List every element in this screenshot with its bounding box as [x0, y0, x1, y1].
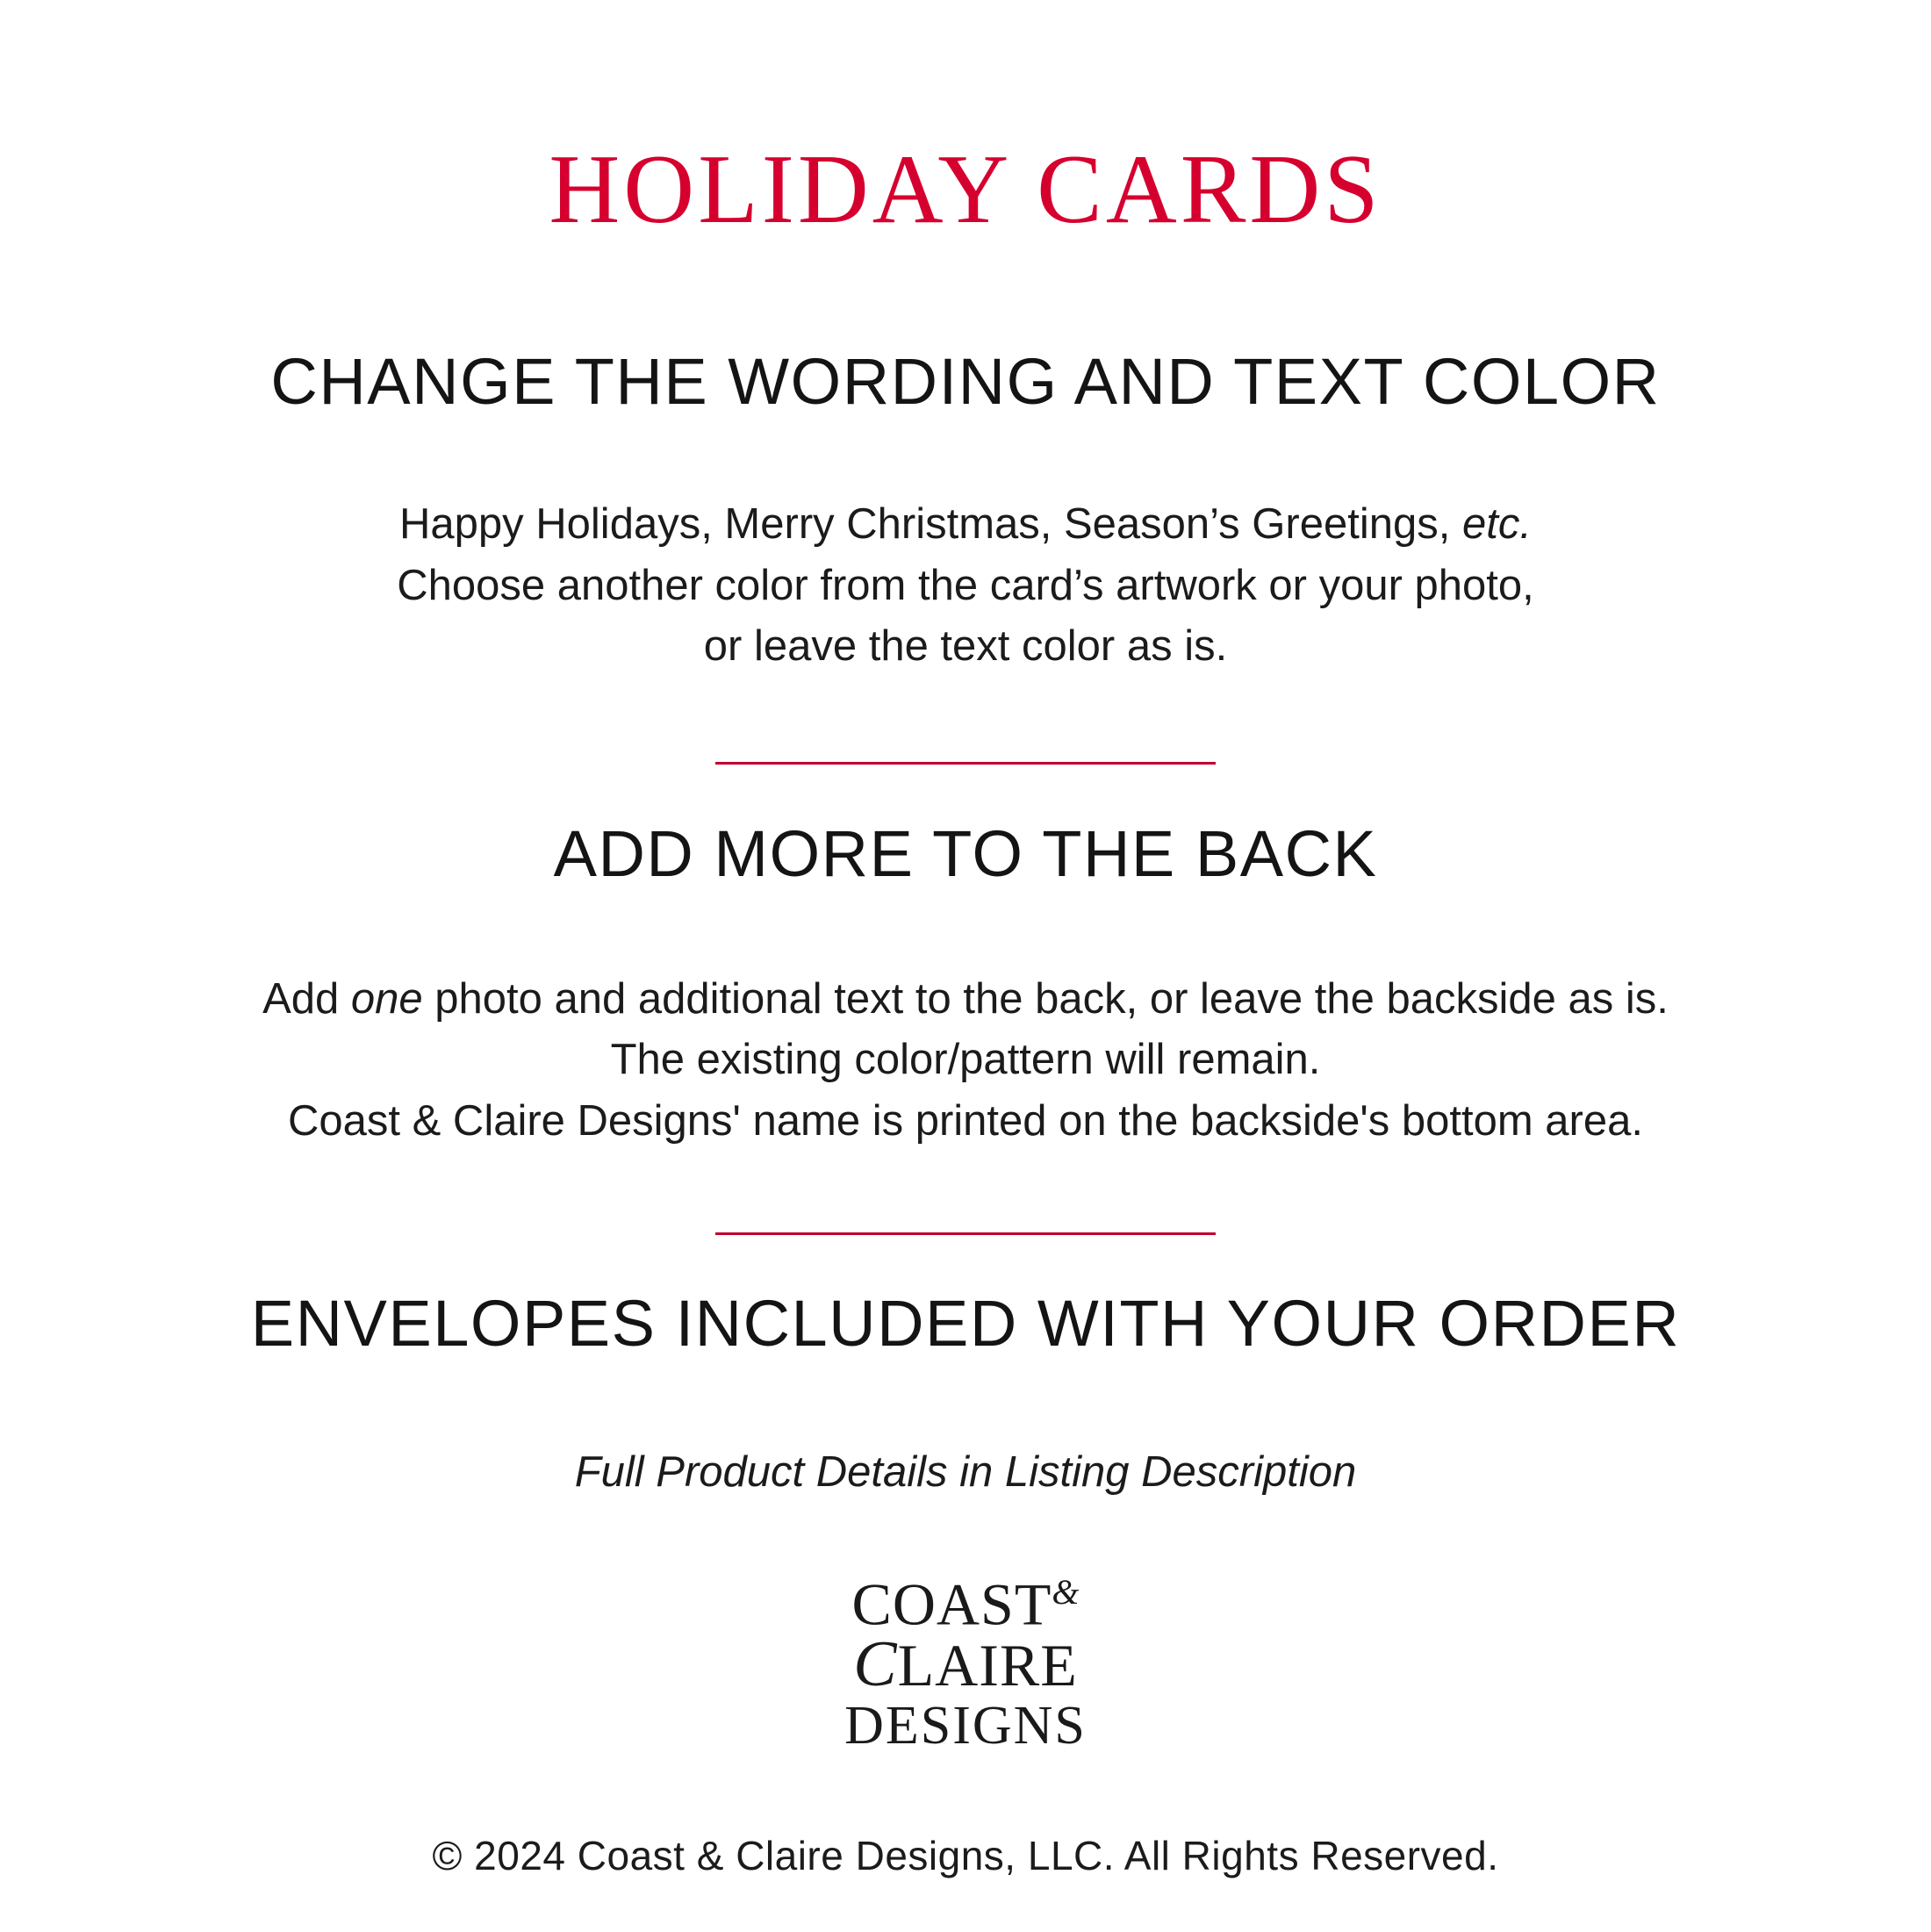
body-line: or leave the text color as is.	[703, 622, 1228, 671]
ampersand-icon: &	[1052, 1571, 1080, 1612]
logo-line-coast	[851, 1570, 1080, 1638]
divider	[715, 762, 1216, 765]
logo-script-c: C	[853, 1627, 898, 1700]
section-heading-back: ADD MORE TO THE BACK	[553, 817, 1378, 891]
body-line-emphasis: one	[350, 974, 423, 1023]
body-line: Choose another color from the card’s artwork or your photo,	[397, 561, 1534, 609]
body-line-text: photo and additional text to the back, or leave the backside as is.	[422, 974, 1669, 1023]
tagline: Full Product Details in Listing Description	[574, 1448, 1357, 1497]
body-line	[397, 494, 1534, 556]
body-line-text: Add	[262, 974, 351, 1023]
section-body-back	[262, 969, 1669, 1153]
body-line	[262, 969, 1669, 1031]
logo-line-designs: DESIGNS	[844, 1696, 1087, 1756]
divider	[715, 1232, 1216, 1235]
body-line: Coast & Claire Designs' name is printed on the backside's bottom area.	[288, 1096, 1643, 1145]
logo-text-laire: LAIRE	[897, 1631, 1078, 1699]
page-title: HOLIDAY CARDS	[549, 135, 1382, 244]
section-heading-wording: CHANGE THE WORDING AND TEXT COLOR	[270, 344, 1661, 418]
section-heading-envelopes: ENVELOPES INCLUDED WITH YOUR ORDER	[250, 1286, 1681, 1360]
body-line-emphasis: etc.	[1461, 499, 1532, 548]
logo-text-coast: COAST	[851, 1570, 1052, 1638]
brand-logo	[844, 1570, 1087, 1756]
body-line-text: Happy Holidays, Merry Christmas, Season’s Greetings,	[399, 499, 1462, 548]
logo-line-claire	[853, 1627, 1078, 1700]
body-line: The existing color/pattern will remain.	[610, 1036, 1321, 1084]
section-body-wording	[397, 494, 1534, 678]
copyright-notice: © 2024 Coast & Claire Designs, LLC. All Rights Reserved.	[432, 1833, 1499, 1878]
